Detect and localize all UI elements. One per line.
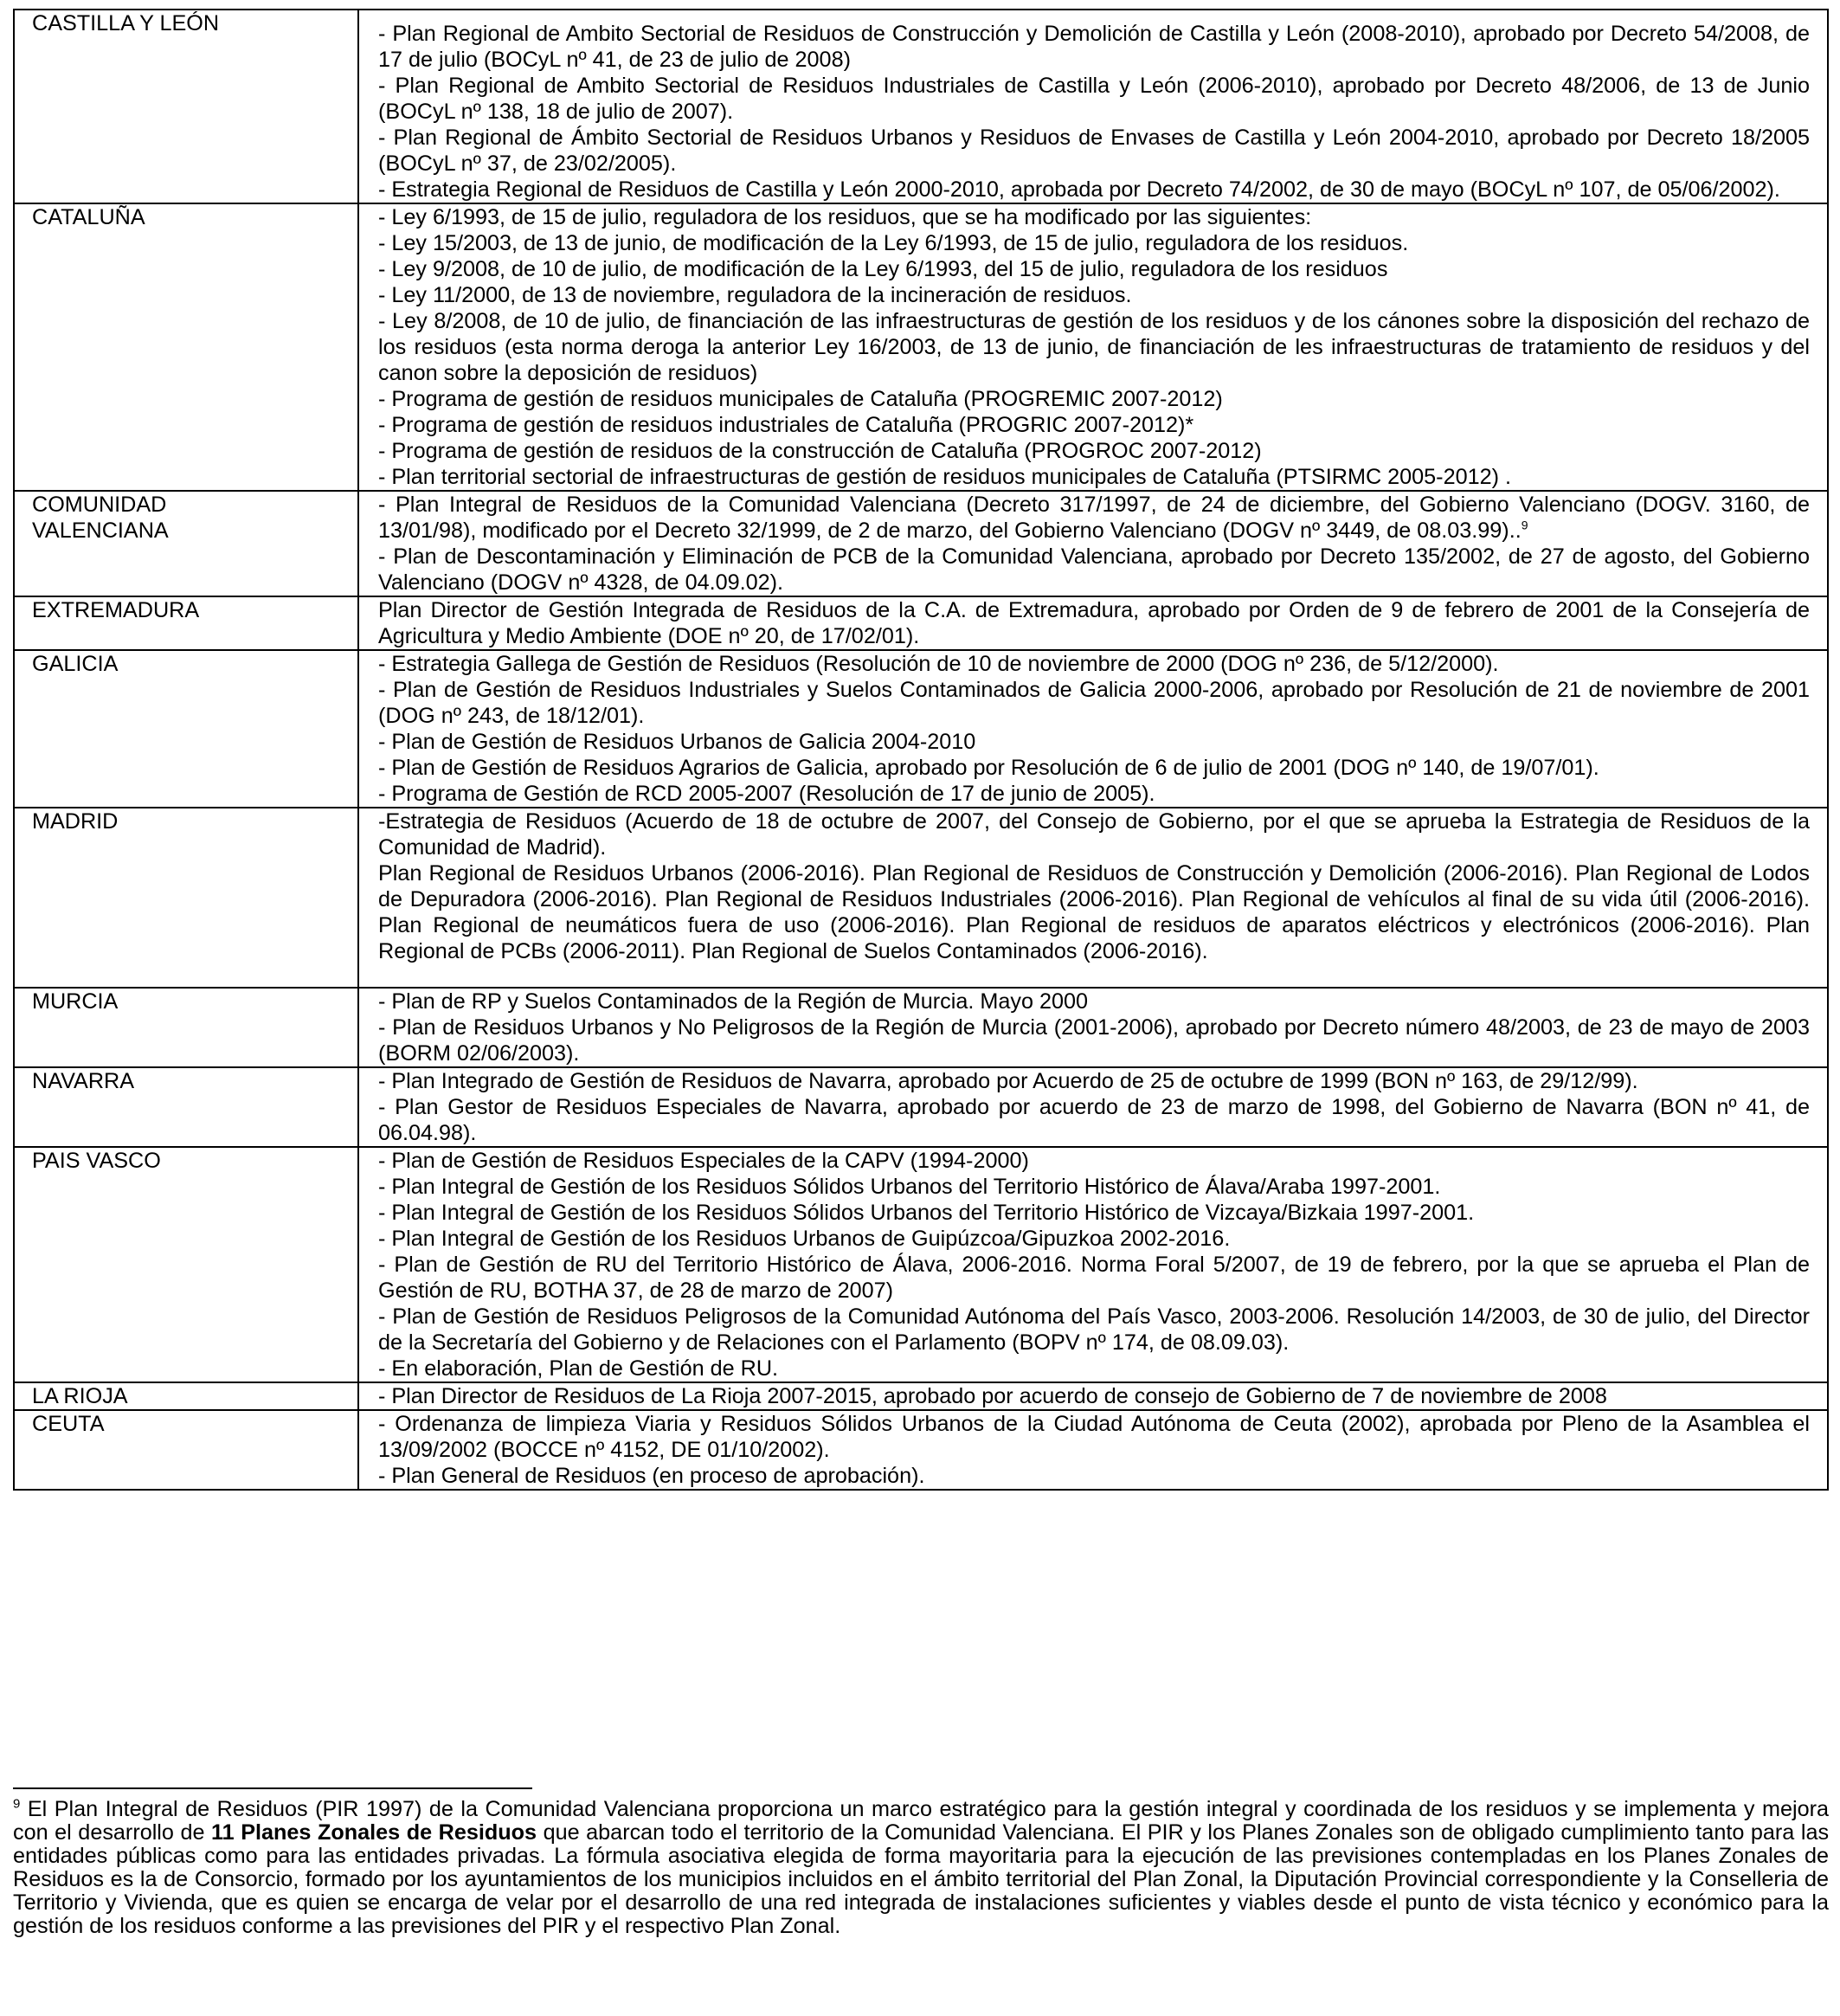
region-name: EXTREMADURA	[14, 596, 358, 650]
plan-line: - Programa de gestión de residuos municipales de Cataluña (PROGREMIC 2007-2012)	[378, 387, 1223, 411]
plan-line: - Plan Integral de Gestión de los Residuos Sólidos Urbanos del Territorio Histórico de Álava/Araba 1997-2001.	[378, 1175, 1441, 1199]
footnote-bold-text: 11 Planes Zonales de Residuos	[211, 1820, 537, 1845]
plan-line: - Programa de Gestión de RCD 2005-2007 (Resolución de 17 de junio de 2005).	[378, 782, 1155, 806]
plans-cell	[358, 491, 1828, 596]
region-name: CASTILLA Y LEÓN	[14, 10, 358, 203]
footnote	[13, 1798, 1829, 1938]
plan-line: - Estrategia Regional de Residuos de Castilla y León 2000-2010, aprobada por Decreto 74/2002, de 30 de mayo (BOCyL nº 107, de 05/06/2002).	[378, 177, 1780, 202]
footnote-separator	[13, 1787, 532, 1789]
plan-line: - Plan de Gestión de Residuos Agrarios de Galicia, aprobado por Resolución de 6 de julio de 2001 (DOG nº 140, de 19/07/01).	[378, 756, 1599, 780]
plans-cell	[358, 203, 1828, 491]
plan-line: - Plan Gestor de Residuos Especiales de Navarra, aprobado por acuerdo de 23 de marzo de 1998, del Gobierno de Navarra (BON nº 41, de 06.04.98).	[378, 1095, 1810, 1145]
table-row	[14, 650, 1828, 808]
region-name: PAIS VASCO	[14, 1147, 358, 1382]
footnote-text-after: que abarcan todo el territorio de la Comunidad Valenciana. El PIR y los Planes Zonales son de obligado cumplimiento tanto para las entidades públicas como para las entidades privadas. La fórmula asociativa elegida de forma mayoritaria para la ejecución de las previsiones contempladas en los Planes Zonales de Residuos es la de Consorcio, formado por los ayuntamientos de los municipios incluidos en el ámbito territorial del Plan Zonal, la Diputación Provincial correspondiente y la Conselleria de Territorio y Vivienda, que es quien se encarga de velar por el desarrollo de una red integrada de instalaciones suficientes y viables desde el punto de vista técnico y económico para la gestión de los residuos conforme a las previsiones del PIR y el respectivo Plan Zonal.	[13, 1820, 1830, 1938]
plan-line: Plan Director de Gestión Integrada de Residuos de la C.A. de Extremadura, aprobado por Orden de 9 de febrero de 2001 de la Consejería de Agricultura y Medio Ambiente (DOE nº 20, de 17/02/01).	[378, 598, 1810, 648]
table-row	[14, 596, 1828, 650]
plan-line: - Plan de Gestión de Residuos Especiales de la CAPV (1994-2000)	[378, 1149, 1029, 1173]
plan-line: - Ley 15/2003, de 13 de junio, de modificación de la Ley 6/1993, de 15 de julio, reguladora de los residuos.	[378, 231, 1409, 255]
region-name: COMUNIDAD VALENCIANA	[14, 491, 358, 596]
blank-line	[378, 964, 1810, 987]
table-row	[14, 203, 1828, 491]
plans-cell	[358, 650, 1828, 808]
plans-cell	[358, 1382, 1828, 1410]
plan-line: - Plan Integrado de Gestión de Residuos de Navarra, aprobado por Acuerdo de 25 de octubre de 1999 (BON nº 163, de 29/12/99).	[378, 1069, 1638, 1093]
plans-cell	[358, 808, 1828, 988]
table-row	[14, 808, 1828, 988]
waste-plans-table	[13, 9, 1829, 1491]
plan-line: - Plan de Descontaminación y Eliminación de PCB de la Comunidad Valenciana, aprobado por Decreto 135/2002, de 27 de agosto, del Gobierno Valenciano (DOGV nº 4328, de 04.09.02).	[378, 544, 1810, 595]
plan-line: - Plan Regional de Ambito Sectorial de Residuos Industriales de Castilla y León (2006-2010), aprobado por Decreto 48/2006, de 13 de Junio (BOCyL nº 138, 18 de julio de 2007).	[378, 74, 1810, 124]
plans-cell	[358, 596, 1828, 650]
plan-line: - Ley 9/2008, de 10 de julio, de modificación de la Ley 6/1993, del 15 de julio, reguladora de los residuos	[378, 257, 1388, 281]
plan-line: - Estrategia Gallega de Gestión de Residuos (Resolución de 10 de noviembre de 2000 (DOG nº 236, de 5/12/2000).	[378, 652, 1499, 676]
footnote-marker: 9	[13, 1796, 21, 1812]
region-name: NAVARRA	[14, 1067, 358, 1147]
plans-cell	[358, 1067, 1828, 1147]
plan-line: - Plan Director de Residuos de La Rioja 2007-2015, aprobado por acuerdo de consejo de Gobierno de 7 de noviembre de 2008	[378, 1384, 1607, 1408]
footnote-reference: 9	[1521, 518, 1528, 532]
region-name: MURCIA	[14, 988, 358, 1067]
table-row	[14, 1147, 1828, 1382]
plan-line: - Plan Regional de Ámbito Sectorial de Residuos Urbanos y Residuos de Envases de Castilla y León 2004-2010, aprobado por Decreto 18/2005 (BOCyL nº 37, de 23/02/2005).	[378, 126, 1810, 176]
table-row	[14, 10, 1828, 203]
plan-line: - Plan de Gestión de Residuos Industriales y Suelos Contaminados de Galicia 2000-2006, aprobado por Resolución de 21 de noviembre de 2001 (DOG nº 243, de 18/12/01).	[378, 678, 1810, 728]
table-row	[14, 1410, 1828, 1490]
plan-line: - Plan de Residuos Urbanos y No Peligrosos de la Región de Murcia (2001-2006), aprobado por Decreto número 48/2003, de 23 de mayo de 2003 (BORM 02/06/2003).	[378, 1015, 1810, 1066]
plan-line: - Plan de Gestión de Residuos Peligrosos de la Comunidad Autónoma del País Vasco, 2003-2006. Resolución 14/2003, de 30 de julio, del Director de la Secretaría del Gobierno y de Relaciones con el Parlamento (BOPV nº 174, de 08.09.03).	[378, 1304, 1810, 1355]
plan-line: - En elaboración, Plan de Gestión de RU.	[378, 1356, 779, 1381]
region-name: GALICIA	[14, 650, 358, 808]
plan-line: - Plan de RP y Suelos Contaminados de la Región de Murcia. Mayo 2000	[378, 989, 1088, 1014]
plan-line: - Ley 11/2000, de 13 de noviembre, reguladora de la incineración de residuos.	[378, 283, 1132, 307]
table-row	[14, 988, 1828, 1067]
plan-line-text: - Plan Integral de Residuos de la Comunidad Valenciana (Decreto 317/1997, de 24 de diciembre, del Gobierno Valenciano (DOGV. 3160, de 13/01/98), modificado por el Decreto 32/1999, de 2 de marzo, del Gobierno Valenciano (DOGV nº 3449, de 08.03.99)..	[378, 493, 1810, 543]
plan-line: - Plan Regional de Ambito Sectorial de Residuos de Construcción y Demolición de Castilla y León (2008-2010), aprobado por Decreto 54/2008, de 17 de julio (BOCyL nº 41, de 23 de julio de 2008)	[378, 22, 1810, 72]
plan-line: Plan Regional de Residuos Urbanos (2006-2016). Plan Regional de Residuos de Construcción y Demolición (2006-2016). Plan Regional de Lodos de Depuradora (2006-2016). Plan Regional de Residuos Industriales (2006-2016). Plan Regional de vehículos al final de su vida útil (2006-2016). Plan Regional de neumáticos fuera de uso (2006-2016). Plan Regional de residuos de aparatos eléctricos y electrónicos (2006-2016). Plan Regional de PCBs (2006-2011). Plan Regional de Suelos Contaminados (2006-2016).	[378, 861, 1810, 963]
plans-cell	[358, 1410, 1828, 1490]
plan-line: - Plan de Gestión de RU del Territorio Histórico de Álava, 2006-2016. Norma Foral 5/2007, de 19 de febrero, por la que se aprueba el Plan de Gestión de RU, BOTHA 37, de 28 de marzo de 2007)	[378, 1253, 1810, 1303]
plans-cell	[358, 988, 1828, 1067]
region-name: CATALUÑA	[14, 203, 358, 491]
plan-line: - Programa de gestión de residuos de la construcción de Cataluña (PROGROC 2007-2012)	[378, 439, 1262, 463]
plans-cell	[358, 1147, 1828, 1382]
footnote-text-before: El Plan Integral de Residuos (PIR 1997) de la Comunidad Valenciana proporciona un marco estratégico para la gestión integral y coordinada de los residuos y se implementa y mejora con el desarrollo de	[13, 1797, 1830, 1845]
region-name: MADRID	[14, 808, 358, 988]
plans-cell	[358, 10, 1828, 203]
plan-line: - Ley 6/1993, de 15 de julio, reguladora de los residuos, que se ha modificado por las siguientes:	[378, 205, 1312, 229]
plan-line	[378, 492, 1810, 544]
plan-line: - Ordenanza de limpieza Viaria y Residuos Sólidos Urbanos de la Ciudad Autónoma de Ceuta (2002), aprobada por Pleno de la Asamblea el 13/09/2002 (BOCCE nº 4152, DE 01/10/2002).	[378, 1412, 1810, 1462]
plan-line: - Plan Integral de Gestión de los Residuos Urbanos de Guipúzcoa/Gipuzkoa 2002-2016.	[378, 1227, 1231, 1251]
region-name: LA RIOJA	[14, 1382, 358, 1410]
plan-line: - Programa de gestión de residuos industriales de Cataluña (PROGRIC 2007-2012)*	[378, 413, 1194, 437]
region-name: CEUTA	[14, 1410, 358, 1490]
plan-line: - Plan General de Residuos (en proceso de aprobación).	[378, 1464, 925, 1488]
plan-line: -Estrategia de Residuos (Acuerdo de 18 de octubre de 2007, del Consejo de Gobierno, por el que se aprueba la Estrategia de Residuos de la Comunidad de Madrid).	[378, 809, 1810, 860]
table-row	[14, 1067, 1828, 1147]
table-row	[14, 1382, 1828, 1410]
plan-line: - Ley 8/2008, de 10 de julio, de financiación de las infraestructuras de gestión de los residuos y de los cánones sobre la disposición del rechazo de los residuos (esta norma deroga la anterior Ley 16/2003, de 13 de junio, de financiación de les infraestructuras de tratamiento de residuos y del canon sobre la deposición de residuos)	[378, 309, 1810, 385]
plan-line: - Plan territorial sectorial de infraestructuras de gestión de residuos municipales de Cataluña (PTSIRMC 2005-2012) .	[378, 465, 1511, 489]
plan-line: - Plan Integral de Gestión de los Residuos Sólidos Urbanos del Territorio Histórico de Vizcaya/Bizkaia 1997-2001.	[378, 1201, 1475, 1225]
plan-line: - Plan de Gestión de Residuos Urbanos de Galicia 2004-2010	[378, 730, 976, 754]
table-row	[14, 491, 1828, 596]
